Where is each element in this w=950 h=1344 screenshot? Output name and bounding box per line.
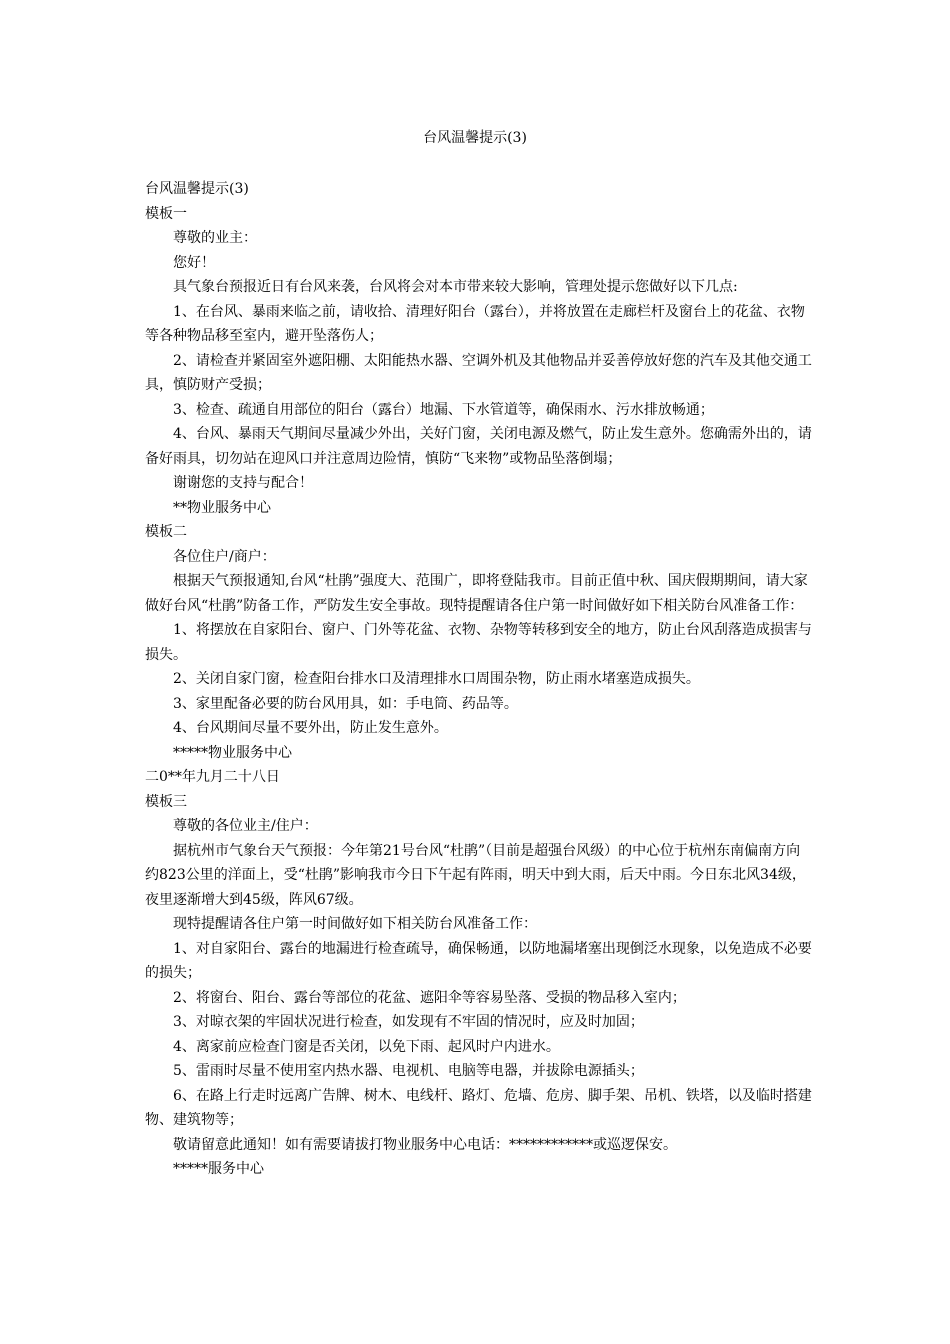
template1-heading: 模板一 bbox=[145, 205, 187, 222]
template2-intro: 根据天气预报通知,台风“杜鹃”强度大、范围广，即将登陆我市。目前正值中秋、国庆假期期间，请大家做好台风“杜鹃”防备工作，严防发生安全事故。现特提醒请各住户第一时间做好如下相关防台风准备工作： bbox=[145, 573, 808, 614]
template1-hello: 您好！ bbox=[173, 254, 215, 271]
template3-item-3: 3、对晾衣架的牢固状况进行检查，如发现有不牢固的情况时，应及时加固； bbox=[173, 1014, 644, 1030]
template1-item-4: 4、台风、暴雨天气期间尽量减少外出，关好门窗，关闭电源及燃气，防止发生意外。您确需外出的，请备好雨具，切勿站在迎风口并注意周边险情，慎防“飞来物”或物品坠落倒塌； bbox=[145, 426, 812, 467]
template3-notice: 敬请留意此通知！如有需要请拔打物业服务中心电话：************或巡逻保安。 bbox=[173, 1136, 677, 1153]
template2-signature: *****物业服务中心 bbox=[173, 744, 292, 761]
template2-item-2: 2、关闭自家门窗，检查阳台排水口及清理排水口周围杂物，防止雨水堵塞造成损失。 bbox=[173, 671, 700, 687]
template1-thanks: 谢谢您的支持与配合！ bbox=[173, 475, 313, 491]
template2-date: 二0**年九月二十八日 bbox=[145, 769, 280, 785]
template1-item-3: 3、检查、疏通自用部位的阳台（露台）地漏、下水管道等，确保雨水、污水排放畅通； bbox=[173, 401, 714, 418]
template3-signature: *****服务中心 bbox=[173, 1161, 264, 1177]
template2-greeting: 各位住户/商户： bbox=[173, 548, 276, 565]
template2-item-3: 3、家里配备必要的防台风用具，如：手电筒、药品等。 bbox=[173, 695, 518, 712]
template3-item-4: 4、离家前应检查门窗是否关闭，以免下雨、起风时户内进水。 bbox=[173, 1038, 560, 1055]
template2-heading: 模板二 bbox=[145, 524, 187, 540]
template3-item-5: 5、雷雨时尽量不使用室内热水器、电视机、电脑等电器，并拔除电源插头； bbox=[173, 1063, 644, 1079]
template1-item-2: 2、请检查并紧固室外遮阳棚、太阳能热水器、空调外机及其他物品并妥善停放好您的汽车及其他交通工具，慎防财产受损； bbox=[145, 352, 812, 393]
template3-item-2: 2、将窗台、阳台、露台等部位的花盆、遮阳伞等容易坠落、受损的物品移入室内； bbox=[173, 989, 686, 1006]
template3-item-1: 1、对自家阳台、露台的地漏进行检查疏导，确保畅通，以防地漏堵塞出现倒泛水现象，以免造成不必要的损失； bbox=[145, 940, 812, 981]
template1-signature: **物业服务中心 bbox=[173, 499, 271, 516]
page-title: 台风温馨提示(3) bbox=[423, 130, 527, 146]
template1-intro: 具气象台预报近日有台风来袭，台风将会对本市带来较大影响，管理处提示您做好以下几点: bbox=[173, 279, 738, 295]
template3-reminder: 现特提醒请各住户第一时间做好如下相关防台风准备工作： bbox=[173, 916, 537, 932]
template3-heading: 模板三 bbox=[145, 793, 187, 810]
template1-greeting: 尊敬的业主： bbox=[173, 230, 257, 246]
template1-item-1: 1、在台风、暴雨来临之前，请收拾、清理好阳台（露台），并将放置在走廊栏杆及窗台上的花盆、衣物等各种物品移至室内，避开坠落伤人； bbox=[145, 303, 805, 344]
template3-greeting: 尊敬的各位业主/住户： bbox=[173, 818, 318, 834]
document-body bbox=[145, 177, 813, 1182]
template2-item-1: 1、将摆放在自家阳台、窗户、门外等花盆、衣物、杂物等转移到安全的地方，防止台风刮落造成损害与损失。 bbox=[145, 622, 812, 663]
document-subtitle: 台风温馨提示(3) bbox=[145, 181, 249, 197]
template2-item-4: 4、台风期间尽量不要外出，防止发生意外。 bbox=[173, 720, 448, 736]
template3-forecast: 据杭州市气象台天气预报：今年第21号台风“杜鹃”（目前是超强台风级）的中心位于杭州东南偏南方向约823公里的洋面上，受“杜鹃”影响我市今日下午起有阵雨，明天中到大雨，后天中雨。今日东北风34级，夜里逐渐增大到45级，阵风67级。 bbox=[145, 842, 806, 908]
template3-item-6: 6、在路上行走时远离广告牌、树木、电线杆、路灯、危墙、危房、脚手架、吊机、铁塔，以及临时搭建物、建筑物等； bbox=[145, 1087, 812, 1128]
